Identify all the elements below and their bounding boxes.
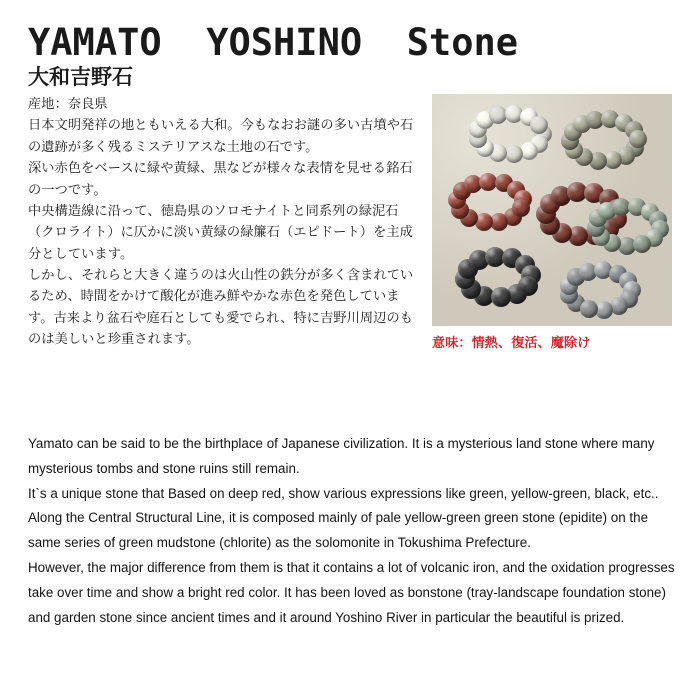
- origin-line: 産地：奈良県: [28, 97, 108, 113]
- english-paragraph-2: It`s a unique stone that Based on deep red, show various expressions like green, yellow-green, black, etc..: [28, 485, 659, 501]
- photo-caption: 意味：情熱、復活、魔除け: [432, 336, 591, 352]
- japanese-paragraph-2: 深い赤色をベースに緑や黄緑、黒などが様々な表情を見せる銘石の一つです。: [28, 161, 413, 198]
- page-title-jp: 大和吉野石: [28, 64, 133, 89]
- bracelet-deep-red: [448, 160, 532, 244]
- japanese-paragraph-1: 日本文明発祥の地ともいえる大和。今もなおお謎の多い古墳や石の遺跡が多く残るミステリアスな土地の石です。: [28, 118, 414, 155]
- bead: [505, 145, 523, 163]
- japanese-text-column: [28, 94, 418, 351]
- bracelet-blue-gray: [559, 249, 641, 326]
- japanese-paragraph-4: しかし、それらと大きく違うのは火山性の鉄分が多く含まれているため、時間をかけて酸化が進み鮮やかな赤色を発色しています。古来より盆石や庭石としても愛でられ、特に吉野川周辺のものは美しいと珍重されます。: [28, 268, 414, 348]
- english-section: [28, 432, 678, 630]
- bead: [633, 235, 651, 253]
- bead: [491, 287, 511, 307]
- bracelet-charcoal-black: [455, 234, 541, 320]
- japanese-section: [28, 94, 672, 351]
- english-paragraph-4: However, the major difference from them is that it contains a lot of volcanic iron, and the oxidation progresses take over time and show a bright red color. It has been loved as bonstone (tray-landscape foundation stone) and garden stone since ancient times and it around Yoshino River in particular the beautiful is prized.: [28, 559, 675, 625]
- bead: [629, 130, 647, 148]
- english-paragraph-1: Yamato can be said to be the birthplace of Japanese civilization. It is a mysterious land stone where many mysterious tombs and stone ruins still remain.: [28, 436, 655, 476]
- bead: [530, 116, 548, 134]
- bracelets-photo: [432, 94, 672, 326]
- english-paragraph-3: Along the Central Structural Line, it is composed mainly of pale yellow-green green stone (epidite) on the same series of green mudstone (chlorite) as the solomonite in Tokushima Prefecture.: [28, 510, 649, 551]
- page-title-en: YAMATO YOSHINO Stone: [28, 21, 519, 64]
- japanese-paragraph-3: 中央構造線に沿って、徳島県のソロモナイトと同系列の緑泥石（クロライト）に仄かに淡い黄緑の緑簾石（エピドート）を主成分としています。: [28, 203, 413, 262]
- bead: [512, 199, 530, 217]
- bead: [580, 300, 598, 318]
- product-photo-block: [432, 94, 672, 351]
- bead: [595, 301, 613, 319]
- bead: [490, 213, 508, 231]
